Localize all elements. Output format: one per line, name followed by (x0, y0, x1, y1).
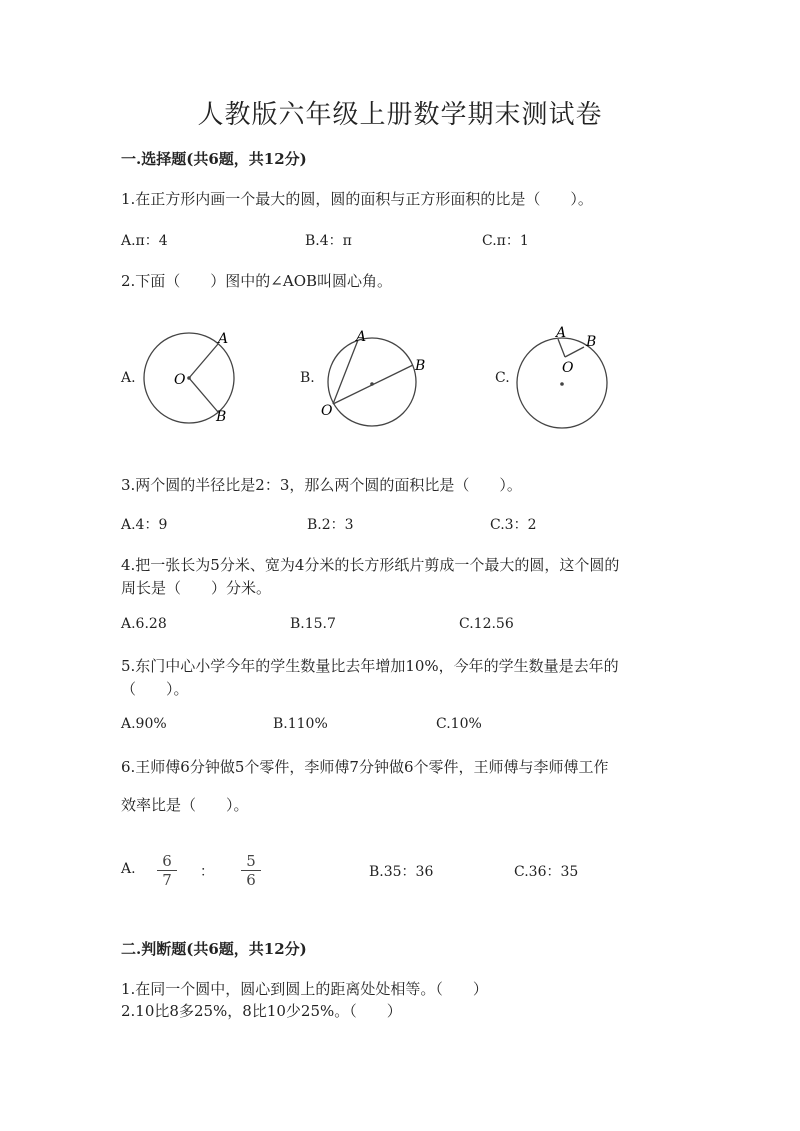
fraction-1-numerator: 6 (157, 852, 177, 871)
question-3-option-a: A.4：9 (121, 517, 168, 533)
figure-b-circle-diagram (321, 329, 425, 426)
figure-a-label-a: A (218, 331, 229, 347)
figure-c-label-a: A (556, 325, 567, 341)
question-2-option-c: C. (495, 370, 510, 386)
question-4-option-a: A.6.28 (121, 616, 167, 632)
question-6-stem-line2: 效率比是（ ）。 (121, 796, 249, 814)
figure-b-label-a: A (356, 329, 367, 345)
question-5-stem-line1: 5.东门中心小学今年的学生数量比去年增加10%，今年的学生数量是去年的 (121, 657, 619, 675)
question-6-fraction-1 (157, 852, 177, 889)
question-3-option-b: B.2：3 (307, 517, 354, 533)
question-5-option-b: B.110% (273, 716, 328, 732)
figure-c-segment-oa (558, 339, 565, 357)
fraction-2-denominator: 6 (246, 871, 256, 889)
question-2-option-a: A. (121, 370, 136, 386)
question-6-option-c: C.36：35 (514, 864, 579, 880)
figure-a-label-b: B (216, 409, 227, 425)
question-6-ratio-colon: ： (200, 864, 214, 880)
figure-c-center-dot (560, 382, 564, 386)
figure-a-center-dot (187, 376, 191, 380)
question-3-option-c: C.3：2 (490, 517, 537, 533)
question-4-stem-line2: 周长是（ ）分米。 (121, 579, 272, 597)
question-4-option-b: B.15.7 (290, 616, 336, 632)
judgement-item-2: 2.10比8多25%，8比10少25%。（ ） (121, 1002, 402, 1020)
judgement-item-1: 1.在同一个圆中，圆心到圆上的距离处处相等。（ ） (121, 980, 488, 998)
question-2-stem: 2.下面（ ）图中的∠AOB叫圆心角。 (121, 272, 393, 290)
page-title: 人教版六年级上册数学期末测试卷 (197, 100, 603, 130)
question-2-figures (0, 0, 800, 460)
fraction-1-denominator: 7 (162, 871, 172, 889)
section-heading-choice: 一.选择题(共6题，共12分) (121, 150, 307, 168)
question-6-option-a-label: A. (121, 861, 136, 877)
figure-b-center-dot (370, 382, 374, 386)
question-3-stem: 3.两个圆的半径比是2：3，那么两个圆的面积比是（ ）。 (121, 476, 522, 494)
figure-c-segment-ob (565, 347, 584, 357)
question-1-option-c: C.π：1 (482, 233, 529, 249)
figure-a-radius-oa (189, 344, 218, 378)
figure-c-label-o: O (562, 360, 574, 376)
question-1-option-b: B.4：π (305, 233, 352, 249)
question-6-stem-line1: 6.王师傅6分钟做5个零件，李师傅7分钟做6个零件，王师傅与李师傅工作 (121, 758, 609, 776)
question-6-fraction-2 (241, 852, 261, 889)
question-5-option-a: A.90% (121, 716, 167, 732)
question-5-stem-line2: （ ）。 (121, 680, 189, 698)
question-1-stem: 1.在正方形内画一个最大的圆，圆的面积与正方形面积的比是（ ）。 (121, 190, 593, 208)
figure-c-label-b: B (586, 334, 597, 350)
figure-b-label-o: O (321, 403, 333, 419)
question-6-option-b: B.35：36 (369, 864, 434, 880)
figure-a-circle-diagram (144, 331, 234, 425)
figure-a-label-o: O (174, 372, 186, 388)
question-4-option-c: C.12.56 (459, 616, 514, 632)
question-5-option-c: C.10% (436, 716, 482, 732)
section-heading-judgement: 二.判断题(共6题，共12分) (121, 940, 307, 958)
figure-c-circle-diagram (517, 325, 607, 428)
question-1-option-a: A.π：4 (121, 233, 168, 249)
figure-b-chord-oa (333, 340, 358, 404)
fraction-2-numerator: 5 (241, 852, 261, 871)
question-4-stem-line1: 4.把一张长为5分米、宽为4分米的长方形纸片剪成一个最大的圆，这个圆的 (121, 556, 620, 574)
question-2-option-b: B. (300, 370, 315, 386)
figure-a-radius-ob (189, 378, 218, 412)
figure-b-label-b: B (415, 358, 426, 374)
